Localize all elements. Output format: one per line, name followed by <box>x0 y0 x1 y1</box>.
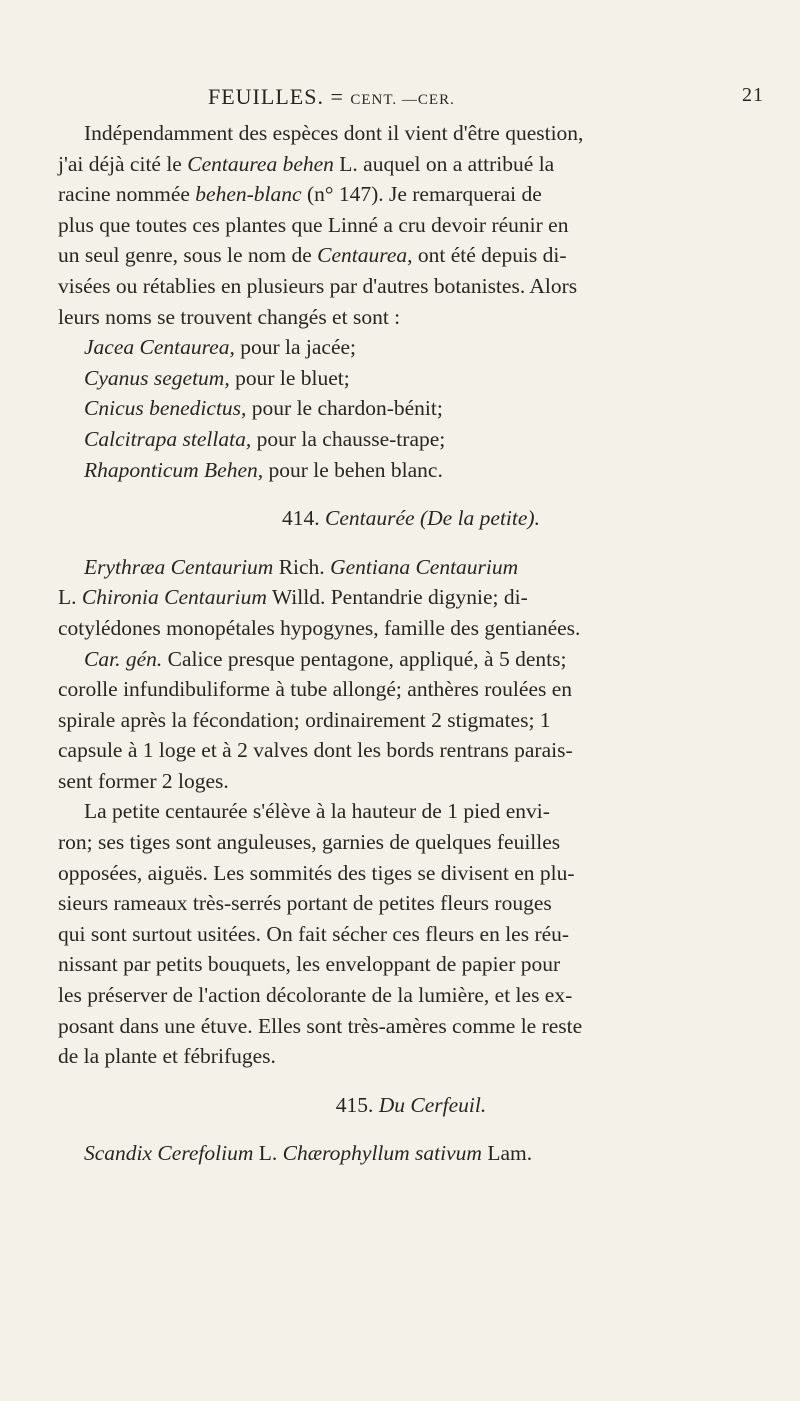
paragraph-synonyms-414: Erythræa Centaurium Rich. Gentiana Centaurium L. Chironia Centaurium Willd. Pentandrie digynie; di- cotylédones monopétales hypogynes, famille des gentianées. <box>58 554 581 640</box>
synonym-list <box>84 332 764 485</box>
paragraph-description: La petite centaurée s'élève à la hauteur de 1 pied envi- ron; ses tiges sont anguleuses, garnies de quelques feuilles opposées, aiguës. Les sommités des tiges se divisent en plu- sieurs rameaux très-serrés portant de petites fleurs rouges qui sont surtout usitées. On fait sécher ces fleurs en les réu- nissant par petits bouquets, les enveloppant de papier pour les préserver de l'action décolorante de la lumière, et les ex- posant dans une étuve. Elles sont très-amères comme le reste de la plante et fébrifuges. <box>58 799 583 1069</box>
section-heading-415: 415. Du Cerfeuil. <box>335 1092 487 1117</box>
list-item: Rhaponticum Behen, pour le behen blanc. <box>84 457 443 482</box>
list-item: Calcitrapa stellata, pour la chausse-trape; <box>84 426 446 451</box>
page-body <box>58 118 764 1169</box>
paragraph-intro: Indépendamment des espèces dont il vient d'être question, j'ai déjà cité le Centaurea behen L. auquel on a attribué la racine nommée behen-blanc (n° 147). Je remarquerai de plus que toutes ces plantes que Linné a cru devoir réunir en un seul genre, sous le nom de Centaurea, ont été depuis di- visées ou rétablies en plusieurs par d'autres botanistes. Alors leurs noms se trouvent changés et sont : <box>58 121 584 329</box>
list-item: Cyanus segetum, pour le bluet; <box>84 365 350 390</box>
page-number: 21 <box>742 84 764 106</box>
header-title: FEUILLES. = CENT. —CER. <box>208 84 455 109</box>
list-item: Cnicus benedictus, pour le chardon-bénit; <box>84 396 443 421</box>
section-heading-414: 414. Centaurée (De la petite). <box>282 506 540 531</box>
running-header <box>58 84 764 114</box>
paragraph-characters: Car. gén. Calice presque pentagone, appliqué, à 5 dents; corolle infundibuliforme à tube allongé; anthères roulées en spirale après la fécondation; ordinairement 2 stigmates; 1 capsule à 1 loge et à 2 valves dont les bords rentrans parais- sent former 2 loges. <box>58 646 573 793</box>
list-item: Jacea Centaurea, pour la jacée; <box>84 335 357 360</box>
paragraph-synonyms-415: Scandix Cerefolium L. Chærophyllum sativum Lam. <box>84 1141 533 1166</box>
